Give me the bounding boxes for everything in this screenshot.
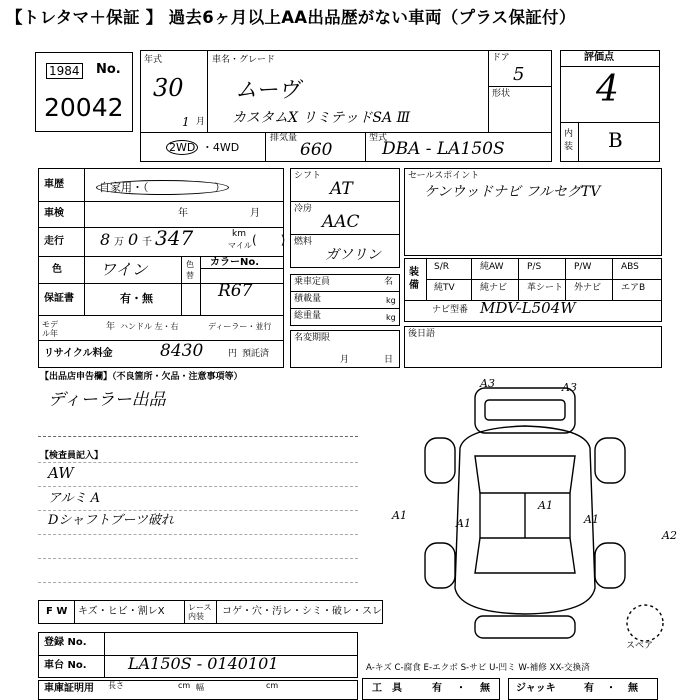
equipment-item: 革シート xyxy=(527,283,564,293)
diagram-a1-right: A1 xyxy=(584,513,599,526)
color-no-label: カラーNo. xyxy=(210,257,260,268)
equipment-item: 純TV xyxy=(434,283,455,293)
car-name-value: ムーヴ xyxy=(235,78,300,103)
sales-point-value: ケンウッドナビ フルセグTV xyxy=(424,184,601,200)
shift-value: AT xyxy=(330,179,353,199)
inspector-notes-label: 【検査員記入】 xyxy=(40,451,104,461)
warranty-opts: 有・無 xyxy=(120,292,153,305)
equipment-item: P/S xyxy=(527,262,542,272)
fw-label: F W xyxy=(46,606,68,617)
diagram-a1-left: A1 xyxy=(456,517,471,530)
post-note-box xyxy=(404,326,662,368)
model-year-unit: 年 xyxy=(106,322,116,332)
shape-label: 形状 xyxy=(492,89,511,99)
length-label: 長さ xyxy=(108,681,124,690)
diagram-a1-mid: A1 xyxy=(538,499,553,512)
tools-yes: 有 xyxy=(432,683,442,694)
lot-no-label: No. xyxy=(96,62,121,77)
recycle-value: 8430 xyxy=(160,341,204,361)
month-value: 1 xyxy=(182,115,190,129)
width-label: 幅 xyxy=(196,683,204,692)
equipment-item: P/W xyxy=(574,262,592,272)
score-value: 4 xyxy=(596,69,619,110)
model-type-label: 型式 xyxy=(369,133,388,143)
navi-model-value: MDV-L504W xyxy=(480,299,576,317)
reg-no-label: 登録 No. xyxy=(44,637,87,648)
drive-2wd-circle: 2WD xyxy=(166,140,198,155)
interior-value: B xyxy=(608,128,623,152)
spare-label: スペア xyxy=(626,641,654,651)
mileage-label: 走行 xyxy=(44,236,64,247)
month-suffix: 月 xyxy=(196,117,206,127)
inspection-year: 年 xyxy=(178,208,188,219)
sales-point-label: セールスポイント xyxy=(408,171,480,181)
seller-note-value: ディーラー出品 xyxy=(48,390,166,410)
header-title: 【トレタマ＋保証 】 過去6ヶ月以上AA出品歴がない車両（プラス保証付） xyxy=(6,8,576,27)
lace-label: レース内装 xyxy=(188,603,212,621)
history-label: 車歴 xyxy=(44,179,64,190)
sales-point-box xyxy=(404,168,662,256)
diagram-a1-outer: A1 xyxy=(392,509,407,522)
name-change-month: 月 xyxy=(340,355,350,365)
inspector-note-3: Dシャフトブーツ破れ xyxy=(48,513,174,528)
tools-label: 工 具 xyxy=(372,683,402,694)
doors-value: 5 xyxy=(513,64,525,85)
doors-label: ドア xyxy=(492,53,510,63)
aircon-value: AAC xyxy=(322,212,360,232)
inspector-note-1: AW xyxy=(48,464,74,482)
diagram-a3-left: A3 xyxy=(480,377,495,390)
load-label: 積載量 xyxy=(294,294,322,304)
mileage-rest: 347 xyxy=(155,226,194,250)
navi-type-label: ナビ型番 xyxy=(432,305,469,315)
sen-label: 千 xyxy=(142,237,152,248)
lot-number: 20042 xyxy=(44,93,124,122)
mileage-paren: ( ) xyxy=(252,233,286,247)
handle-label: ハンドル 左・右 xyxy=(120,322,179,331)
chassis-value: LA150S - 0140101 xyxy=(128,654,279,673)
private-use-circle: 自家用・（ ） xyxy=(96,180,229,195)
year-value: 30 xyxy=(153,74,184,102)
drive-label: 2WD ・4WD xyxy=(166,139,239,155)
chassis-no-label: 車台 No. xyxy=(44,660,87,671)
length-unit: cm xyxy=(178,681,191,690)
aircon-label: 冷房 xyxy=(294,204,313,214)
displacement-label: 排気量 xyxy=(270,133,298,143)
fuel-label: 燃料 xyxy=(294,237,313,247)
displacement-value: 660 xyxy=(300,140,333,160)
year-label: 年式 xyxy=(144,55,163,65)
interior-opts: コゲ・穴・汚レ・シミ・破レ・スレ xyxy=(222,606,382,617)
deposited-label: 預託済 xyxy=(242,349,270,359)
km-label: km xyxy=(232,229,246,239)
jack-no: 無 xyxy=(628,683,638,694)
capacity-label: 乗車定員 xyxy=(294,277,331,287)
width-unit: cm xyxy=(266,681,279,690)
dealer-label: ディーラー・並行 xyxy=(208,322,272,331)
post-note-label: 後日語 xyxy=(408,329,436,339)
interior-label: 内装 xyxy=(564,129,574,152)
score-label: 評価点 xyxy=(584,52,614,63)
seller-notes-label: 【出品店申告欄】（不良箇所・欠品・注意事項等） xyxy=(40,372,243,382)
inspection-month: 月 xyxy=(250,208,260,219)
color-label: 色 xyxy=(52,264,62,275)
diagram-a2: A2 xyxy=(662,529,677,542)
fuel-value: ガソリン xyxy=(325,247,381,263)
lot-prefix-text: 1984 xyxy=(49,64,80,78)
model-year-label: モデル年 xyxy=(42,320,58,338)
yen-label: 円 xyxy=(228,349,238,359)
name-grade-label: 車名・グレード xyxy=(212,55,276,65)
equipment-item: 外ナビ xyxy=(574,283,602,293)
jack-yes: 有 xyxy=(584,683,594,694)
jack-dot: ・ xyxy=(606,683,616,694)
weight-unit: kg xyxy=(386,313,396,322)
mile-label: マイル xyxy=(228,241,252,250)
inspector-note-2: アルミ A xyxy=(48,491,101,506)
equipment-item: S/R xyxy=(434,262,449,272)
man-label: 万 xyxy=(114,237,124,248)
name-change-label: 名変期限 xyxy=(294,333,331,343)
inspection-label: 車検 xyxy=(44,208,64,219)
equipment-label: 装備 xyxy=(409,267,419,291)
equipment-item: 純AW xyxy=(480,262,504,272)
diagram-a3-right: A3 xyxy=(562,381,577,394)
color-value: ワイン xyxy=(100,260,148,279)
tools-dot: ・ xyxy=(456,683,466,694)
shift-label: シフト xyxy=(294,171,322,181)
equipment-item: 純ナビ xyxy=(480,283,508,293)
capacity-unit: 名 xyxy=(384,277,394,287)
grade-value: カスタムX リミテッドSA Ⅲ xyxy=(232,110,411,126)
car-damage-diagram xyxy=(405,378,695,648)
tools-no: 無 xyxy=(480,683,490,694)
weight-label: 総重量 xyxy=(294,311,322,321)
name-change-day: 日 xyxy=(384,355,394,365)
damage-legend: A-キズ C-腐食 E-エクボ S-サビ U-凹ミ W-補修 XX-交換済 xyxy=(366,663,590,673)
garage-label: 車庫証明用 xyxy=(44,683,94,694)
model-type-value: DBA - LA150S xyxy=(382,139,505,159)
load-unit: kg xyxy=(386,296,396,305)
equipment-item: ABS xyxy=(621,262,639,272)
color-change-label: 色替 xyxy=(186,260,194,280)
equipment-item: エアB xyxy=(621,283,646,293)
mileage-man: 8 xyxy=(100,230,111,249)
history-opts xyxy=(96,179,229,195)
fw-opts: キズ・ヒビ・割レX xyxy=(78,606,165,617)
recycle-label: リサイクル料金 xyxy=(44,348,113,359)
jack-label: ジャッキ xyxy=(516,683,556,694)
lot-prefix xyxy=(46,63,83,79)
warranty-label: 保証書 xyxy=(44,293,74,304)
mileage-sen: 0 xyxy=(128,230,139,249)
color-no-value: R67 xyxy=(218,281,253,301)
